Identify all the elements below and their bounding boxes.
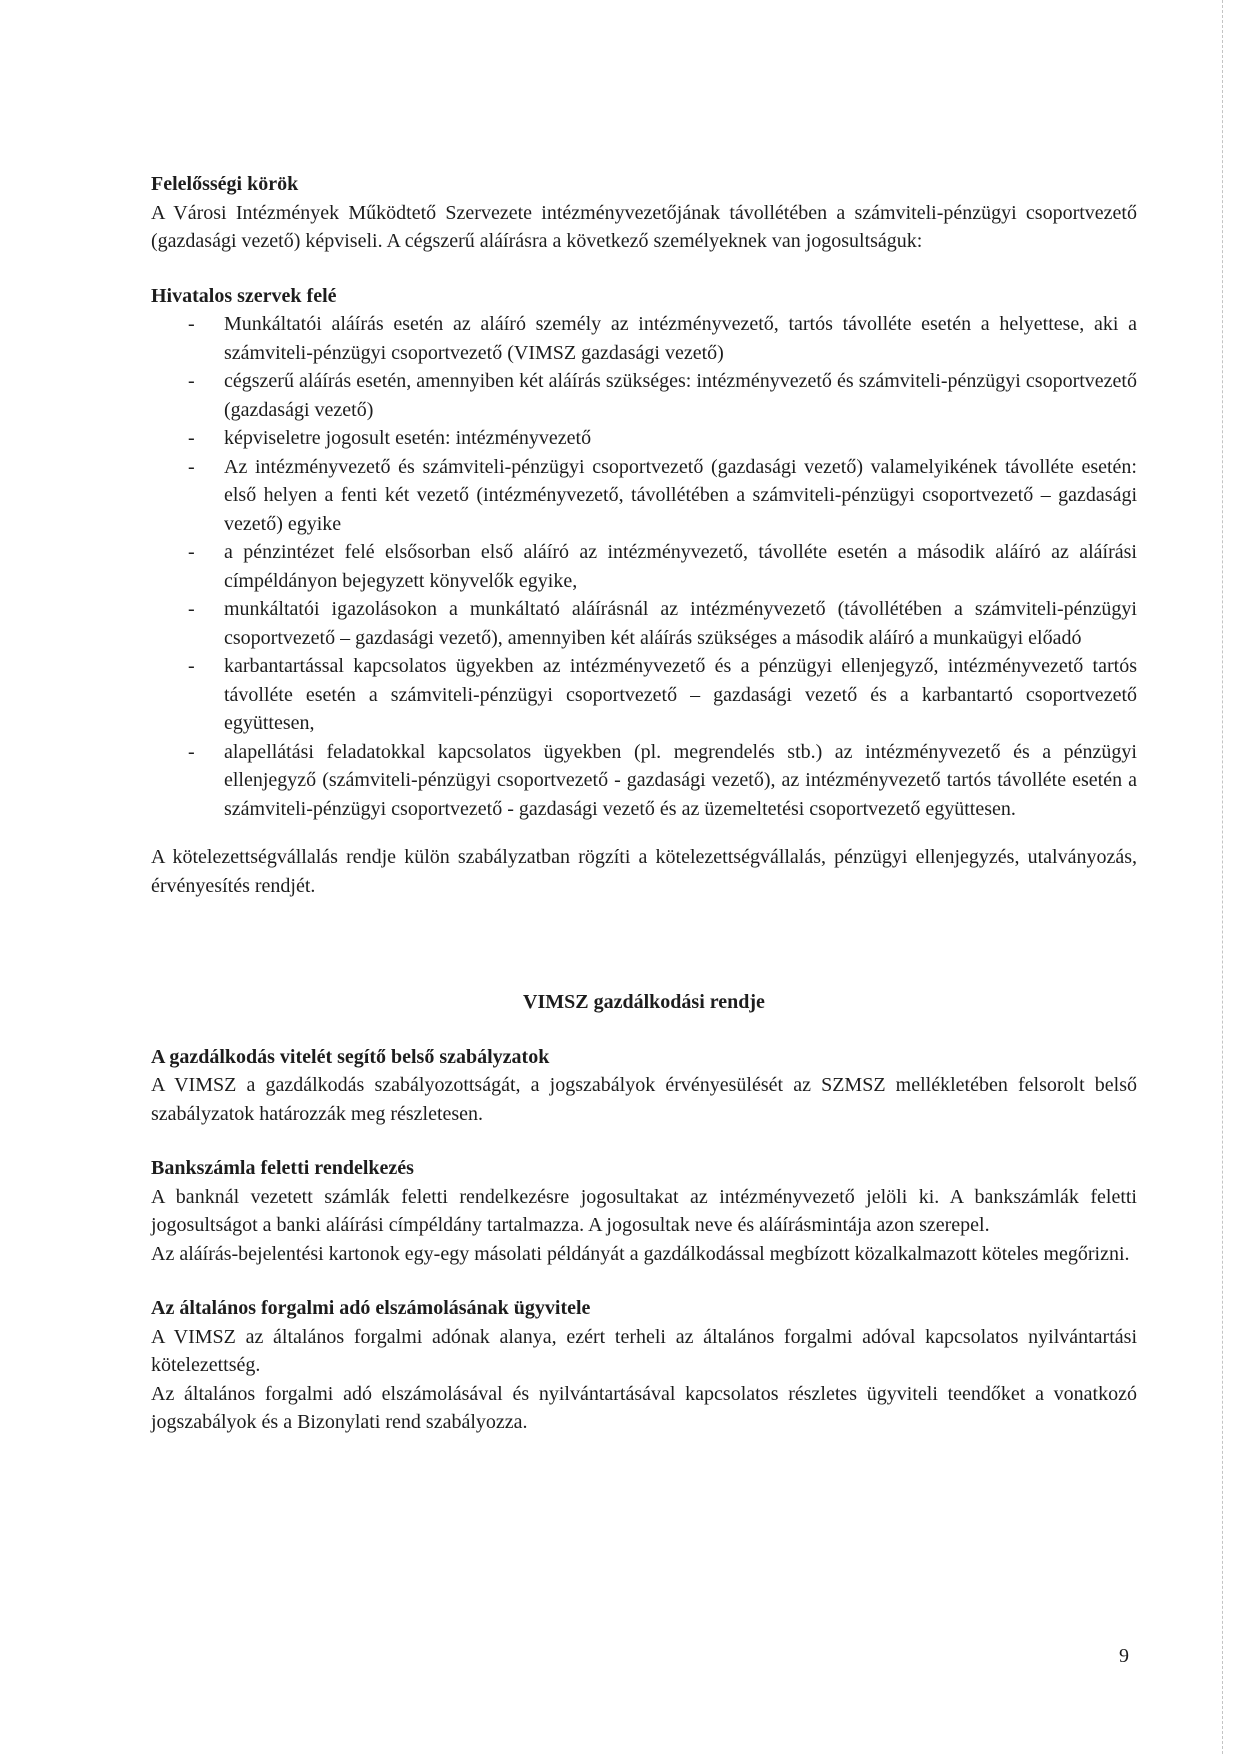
list-item: - a pénzintézet felé elsősorban első aláíró az intézményvezető, távolléte esetén a második aláíró az aláírási címpéldányon bejegyzett könyvelők egyike, [224, 538, 1137, 595]
section-heading-bank-account: Bankszámla feletti rendelkezés [151, 1157, 414, 1179]
page-title: VIMSZ gazdálkodási rendje [523, 991, 765, 1013]
section-paragraph-responsibilities: A Városi Intézmények Működtető Szervezete intézményvezetőjának távollétében a számviteli-pénzügyi csoportvezető (gazdasági vezető) képviseli. A cégszerű aláírásra a következő személyeknek van jogosultságuk: [151, 201, 1137, 252]
section-heading-vat: Az általános forgalmi adó elszámolásának ügyvitele [151, 1297, 591, 1319]
section-paragraph-vat-1: A VIMSZ az általános forgalmi adónak alanya, ezért terheli az általános forgalmi adóval kapcsolatos nyilvántartási kötelezettség. [151, 1325, 1137, 1376]
list-item: - alapellátási feladatokkal kapcsolatos ügyekben (pl. megrendelés stb.) az intézményvezető és a pénzügyi ellenjegyző (számviteli-pénzügyi csoportvezető - gazdasági vezető), az intézményvezető tartós távolléte esetén a számviteli-pénzügyi csoportvezető - gazdasági vezető és az üzemeltetési csoportvezető együttesen. [224, 738, 1137, 824]
section-heading-official-bodies: Hivatalos szervek felé [151, 284, 337, 307]
signatory-list [151, 310, 1137, 823]
section-paragraph-bank-account-1: A banknál vezetett számlák feletti rendelkezésre jogosultakat az intézményvezető jelöli ki. A bankszámlák feletti jogosultságot a banki aláírási címpéldány tartalmazza. A jogosultak neve és aláírásmintája azon szerepel. [151, 1185, 1137, 1236]
page-number: 9 [1119, 1645, 1129, 1667]
section-paragraph-bank-account-2: Az aláírás-bejelentési kartonok egy-egy másolati példányát a gazdálkodással megbízott közalkalmazott köteles megőrizni. [151, 1242, 1130, 1265]
section-heading-responsibilities: Felelősségi körök [151, 173, 299, 195]
commitment-paragraph: A kötelezettségvállalás rendje külön szabályzatban rögzíti a kötelezettségvállalás, pénzügyi ellenjegyzés, utalványozás, érvényesítés rendjét. [151, 846, 1137, 897]
list-item: - karbantartással kapcsolatos ügyekben az intézményvezető és a pénzügyi ellenjegyző, intézményvezető tartós távolléte esetén a számviteli-pénzügyi csoportvezető – gazdasági vezető és a karbantartó csoportvezető együttesen, [224, 652, 1137, 738]
section-heading-internal-rules: A gazdálkodás vitelét segítő belső szabályzatok [151, 1045, 550, 1068]
section-paragraph-internal-rules: A VIMSZ a gazdálkodás szabályozottságát, a jogszabályok érvényesülését az SZMSZ mellékletében felsorolt belső szabályzatok határozzák meg részletesen. [151, 1074, 1137, 1125]
scan-edge-line [1222, 0, 1223, 1754]
section-paragraph-vat-2: Az általános forgalmi adó elszámolásával és nyilvántartásával kapcsolatos részletes ügyviteli teendőket a vonatkozó jogszabályok és a Bizonylati rend szabályozza. [151, 1382, 1137, 1433]
list-item: - cégszerű aláírás esetén, amennyiben két aláírás szükséges: intézményvezető és számviteli-pénzügyi csoportvezető (gazdasági vezető) [224, 367, 1137, 424]
list-item: - Munkáltatói aláírás esetén az aláíró személy az intézményvezető, tartós távolléte esetén a helyettese, aki a számviteli-pénzügyi csoportvezető (VIMSZ gazdasági vezető) [224, 310, 1137, 367]
page-content [151, 170, 1137, 1437]
list-item: - képviseletre jogosult esetén: intézményvezető [224, 424, 1137, 453]
list-item: - munkáltatói igazolásokon a munkáltató aláírásnál az intézményvezető (távollétében a számviteli-pénzügyi csoportvezető – gazdasági vezető), amennyiben két aláírás szükséges a második aláíró a munkaügyi előadó [224, 595, 1137, 652]
list-item: - Az intézményvezető és számviteli-pénzügyi csoportvezető (gazdasági vezető) valamelyikének távolléte esetén: első helyen a fenti két vezető (intézményvezető, távollétében a számviteli-pénzügyi csoportvezető – gazdasági vezető) egyike [224, 453, 1137, 539]
